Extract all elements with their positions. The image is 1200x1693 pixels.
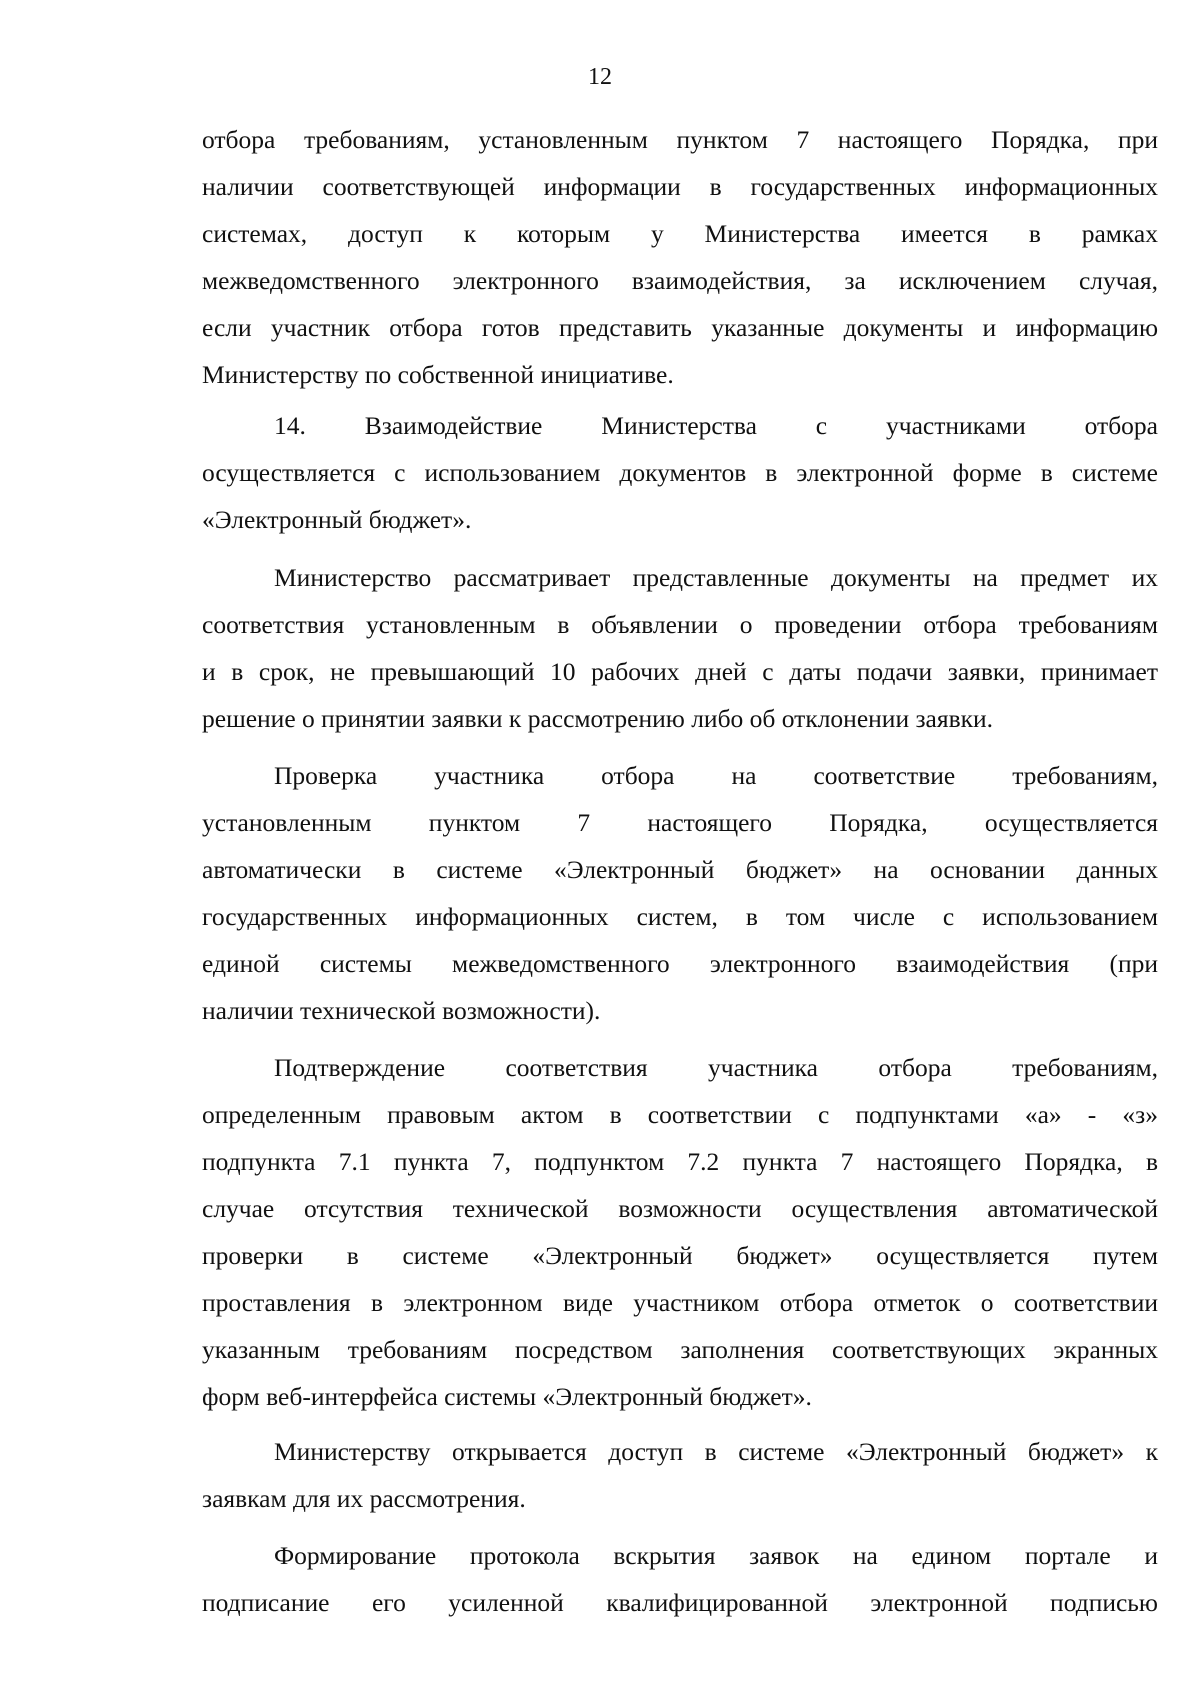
paragraph xyxy=(202,116,1158,398)
text-line: системах, доступ к которым у Министерства имеется в рамках xyxy=(202,219,1158,248)
text-line: если участник отбора готов представить указанные документы и информацию xyxy=(202,313,1158,342)
text-line: Министерство рассматривает представленные документы на предмет их xyxy=(274,563,1158,592)
paragraph xyxy=(202,1532,1158,1626)
text-line: межведомственного электронного взаимодействия, за исключением случая, xyxy=(202,266,1158,295)
text-line: соответствия установленным в объявлении о проведении отбора требованиям xyxy=(202,610,1158,639)
paragraph xyxy=(202,402,1158,543)
text-line: осуществляется с использованием документов в электронной форме в системе xyxy=(202,458,1158,487)
text-line: Министерству по собственной инициативе. xyxy=(202,360,674,389)
text-line: случае отсутствия технической возможности осуществления автоматической xyxy=(202,1194,1158,1223)
text-line: проставления в электронном виде участником отбора отметок о соответствии xyxy=(202,1288,1158,1317)
paragraph xyxy=(202,1428,1158,1522)
text-line: единой системы межведомственного электронного взаимодействия (при xyxy=(202,949,1158,978)
text-line: Министерству открывается доступ в системе «Электронный бюджет» к xyxy=(274,1437,1158,1466)
text-line: Формирование протокола вскрытия заявок на едином портале и xyxy=(274,1541,1158,1570)
text-line: наличии соответствующей информации в государственных информационных xyxy=(202,172,1158,201)
document-body xyxy=(202,116,1158,1626)
text-line: «Электронный бюджет». xyxy=(202,505,472,534)
text-line: подпункта 7.1 пункта 7, подпунктом 7.2 пункта 7 настоящего Порядка, в xyxy=(202,1147,1158,1176)
text-line: Проверка участника отбора на соответствие требованиям, xyxy=(274,761,1158,790)
text-line: 14. Взаимодействие Министерства с участниками отбора xyxy=(274,411,1158,440)
text-line: подписание его усиленной квалифицированной электронной подписью xyxy=(202,1588,1158,1617)
text-line: решение о принятии заявки к рассмотрению либо об отклонении заявки. xyxy=(202,704,994,733)
page-number: 12 xyxy=(588,64,612,90)
text-line: государственных информационных систем, в том числе с использованием xyxy=(202,902,1158,931)
text-line: наличии технической возможности). xyxy=(202,996,601,1025)
text-line: установленным пунктом 7 настоящего Порядка, осуществляется xyxy=(202,808,1158,837)
text-line: указанным требованиям посредством заполнения соответствующих экранных xyxy=(202,1335,1158,1364)
text-line: автоматически в системе «Электронный бюджет» на основании данных xyxy=(202,855,1158,884)
text-line: Подтверждение соответствия участника отбора требованиям, xyxy=(274,1053,1158,1082)
text-line: проверки в системе «Электронный бюджет» осуществляется путем xyxy=(202,1241,1158,1270)
text-line: заявкам для их рассмотрения. xyxy=(202,1484,526,1513)
paragraph xyxy=(202,752,1158,1034)
paragraph xyxy=(202,554,1158,742)
text-line: определенным правовым актом в соответствии с подпунктами «а» - «з» xyxy=(202,1100,1158,1129)
paragraph xyxy=(202,1044,1158,1420)
text-line: форм веб-интерфейса системы «Электронный бюджет». xyxy=(202,1382,812,1411)
text-line: и в срок, не превышающий 10 рабочих дней с даты подачи заявки, принимает xyxy=(202,657,1158,686)
text-line: отбора требованиям, установленным пунктом 7 настоящего Порядка, при xyxy=(202,125,1158,154)
